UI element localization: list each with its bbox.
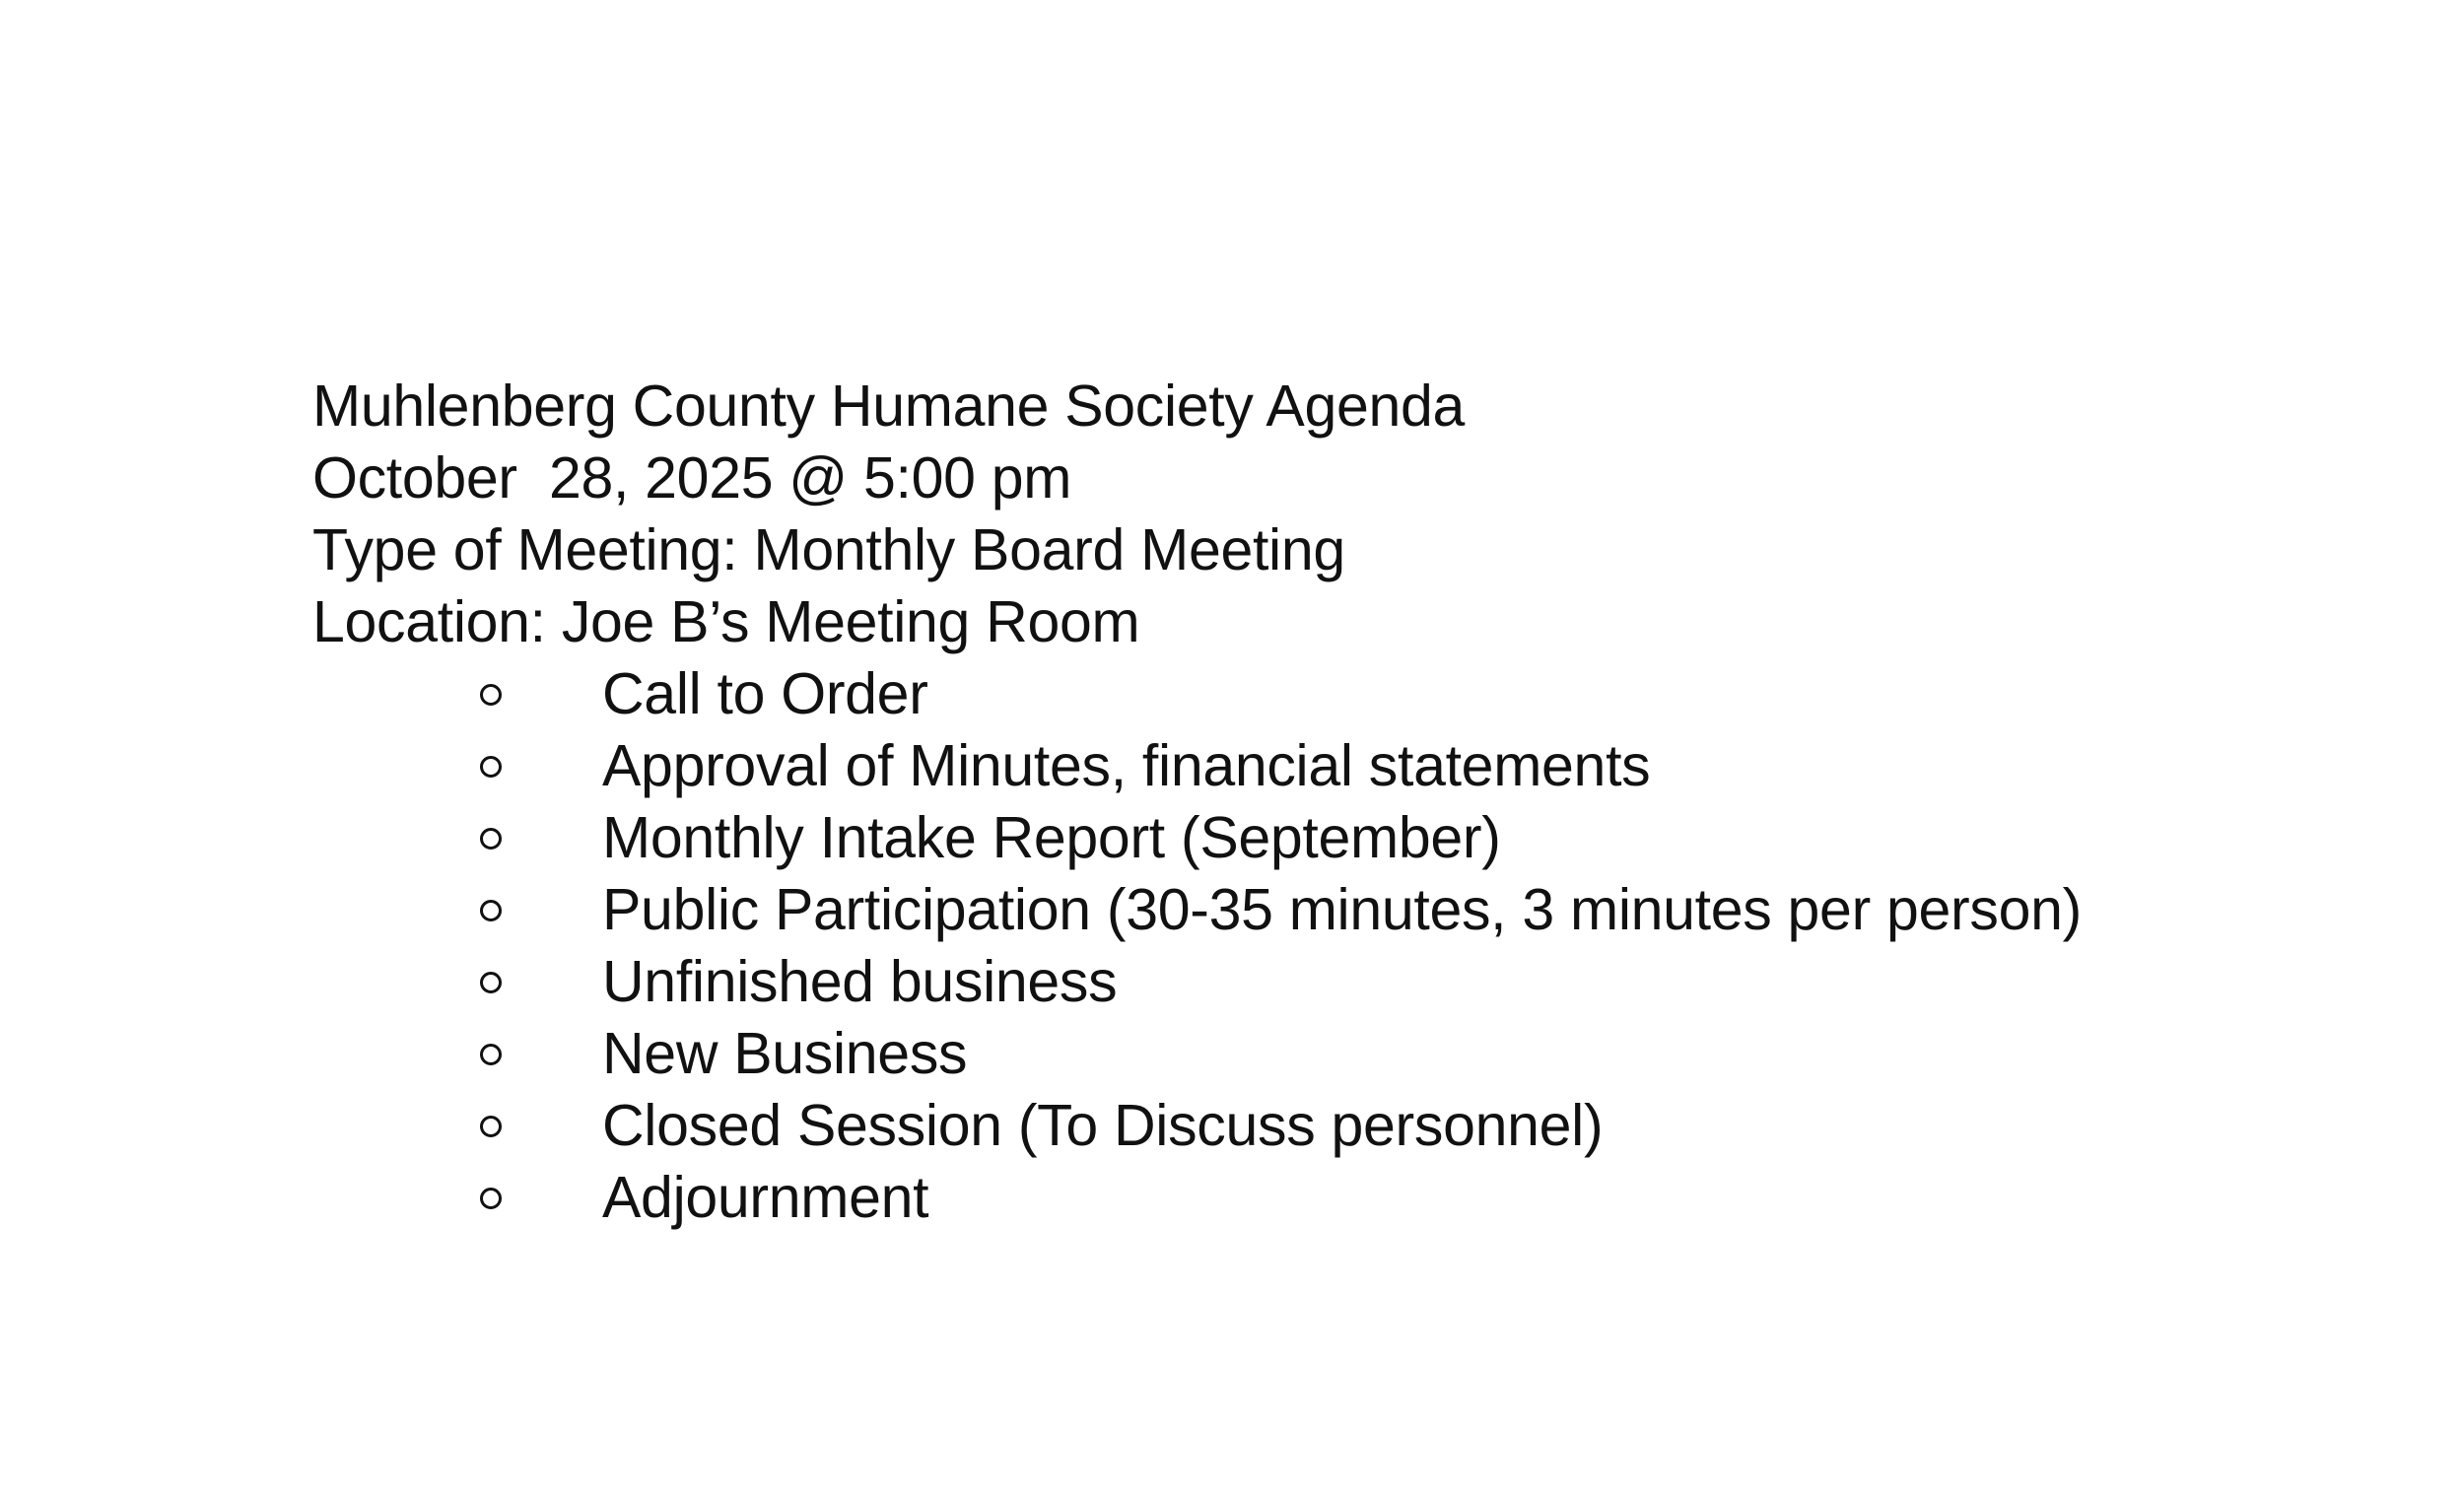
hollow-circle-bullet-icon [480, 1044, 502, 1065]
agenda-item-label: Closed Session (To Discuss personnel) [602, 1093, 1604, 1158]
agenda-item-public-participation [312, 874, 2382, 946]
meeting-location: Location: Joe B’s Meeting Room [312, 589, 1140, 654]
agenda-item-closed-session [312, 1090, 2382, 1162]
agenda-item-approval-of-minutes [312, 730, 2382, 802]
hollow-circle-bullet-icon [480, 972, 502, 993]
agenda-item-label: Unfinished business [602, 949, 1118, 1014]
agenda-item-label: New Business [602, 1021, 968, 1086]
agenda-item-label: Monthly Intake Report (September) [602, 805, 1501, 870]
agenda-item-new-business [312, 1018, 2382, 1090]
hollow-circle-bullet-icon [480, 828, 502, 850]
meeting-date-time: October 28, 2025 @ 5:00 pm [312, 445, 1072, 511]
hollow-circle-bullet-icon [480, 1188, 502, 1209]
hollow-circle-bullet-icon [480, 756, 502, 778]
agenda-list [312, 658, 2382, 1234]
meeting-type: Type of Meeting: Monthly Board Meeting [312, 517, 1345, 582]
agenda-item-label: Adjournment [602, 1165, 929, 1230]
agenda-item-label: Call to Order [602, 661, 928, 726]
document-title: Muhlenberg County Humane Society Agenda [312, 374, 1466, 439]
agenda-item-label: Public Participation (30-35 minutes, 3 minutes per person) [602, 877, 2082, 942]
agenda-item-label: Approval of Minutes, financial statements [602, 733, 1651, 798]
hollow-circle-bullet-icon [480, 900, 502, 921]
hollow-circle-bullet-icon [480, 684, 502, 706]
agenda-item-adjournment [312, 1162, 2382, 1234]
agenda-item-unfinished-business [312, 946, 2382, 1018]
hollow-circle-bullet-icon [480, 1116, 502, 1137]
agenda-document [312, 371, 2382, 1234]
agenda-item-call-to-order [312, 658, 2382, 730]
agenda-item-monthly-intake-report [312, 802, 2382, 874]
